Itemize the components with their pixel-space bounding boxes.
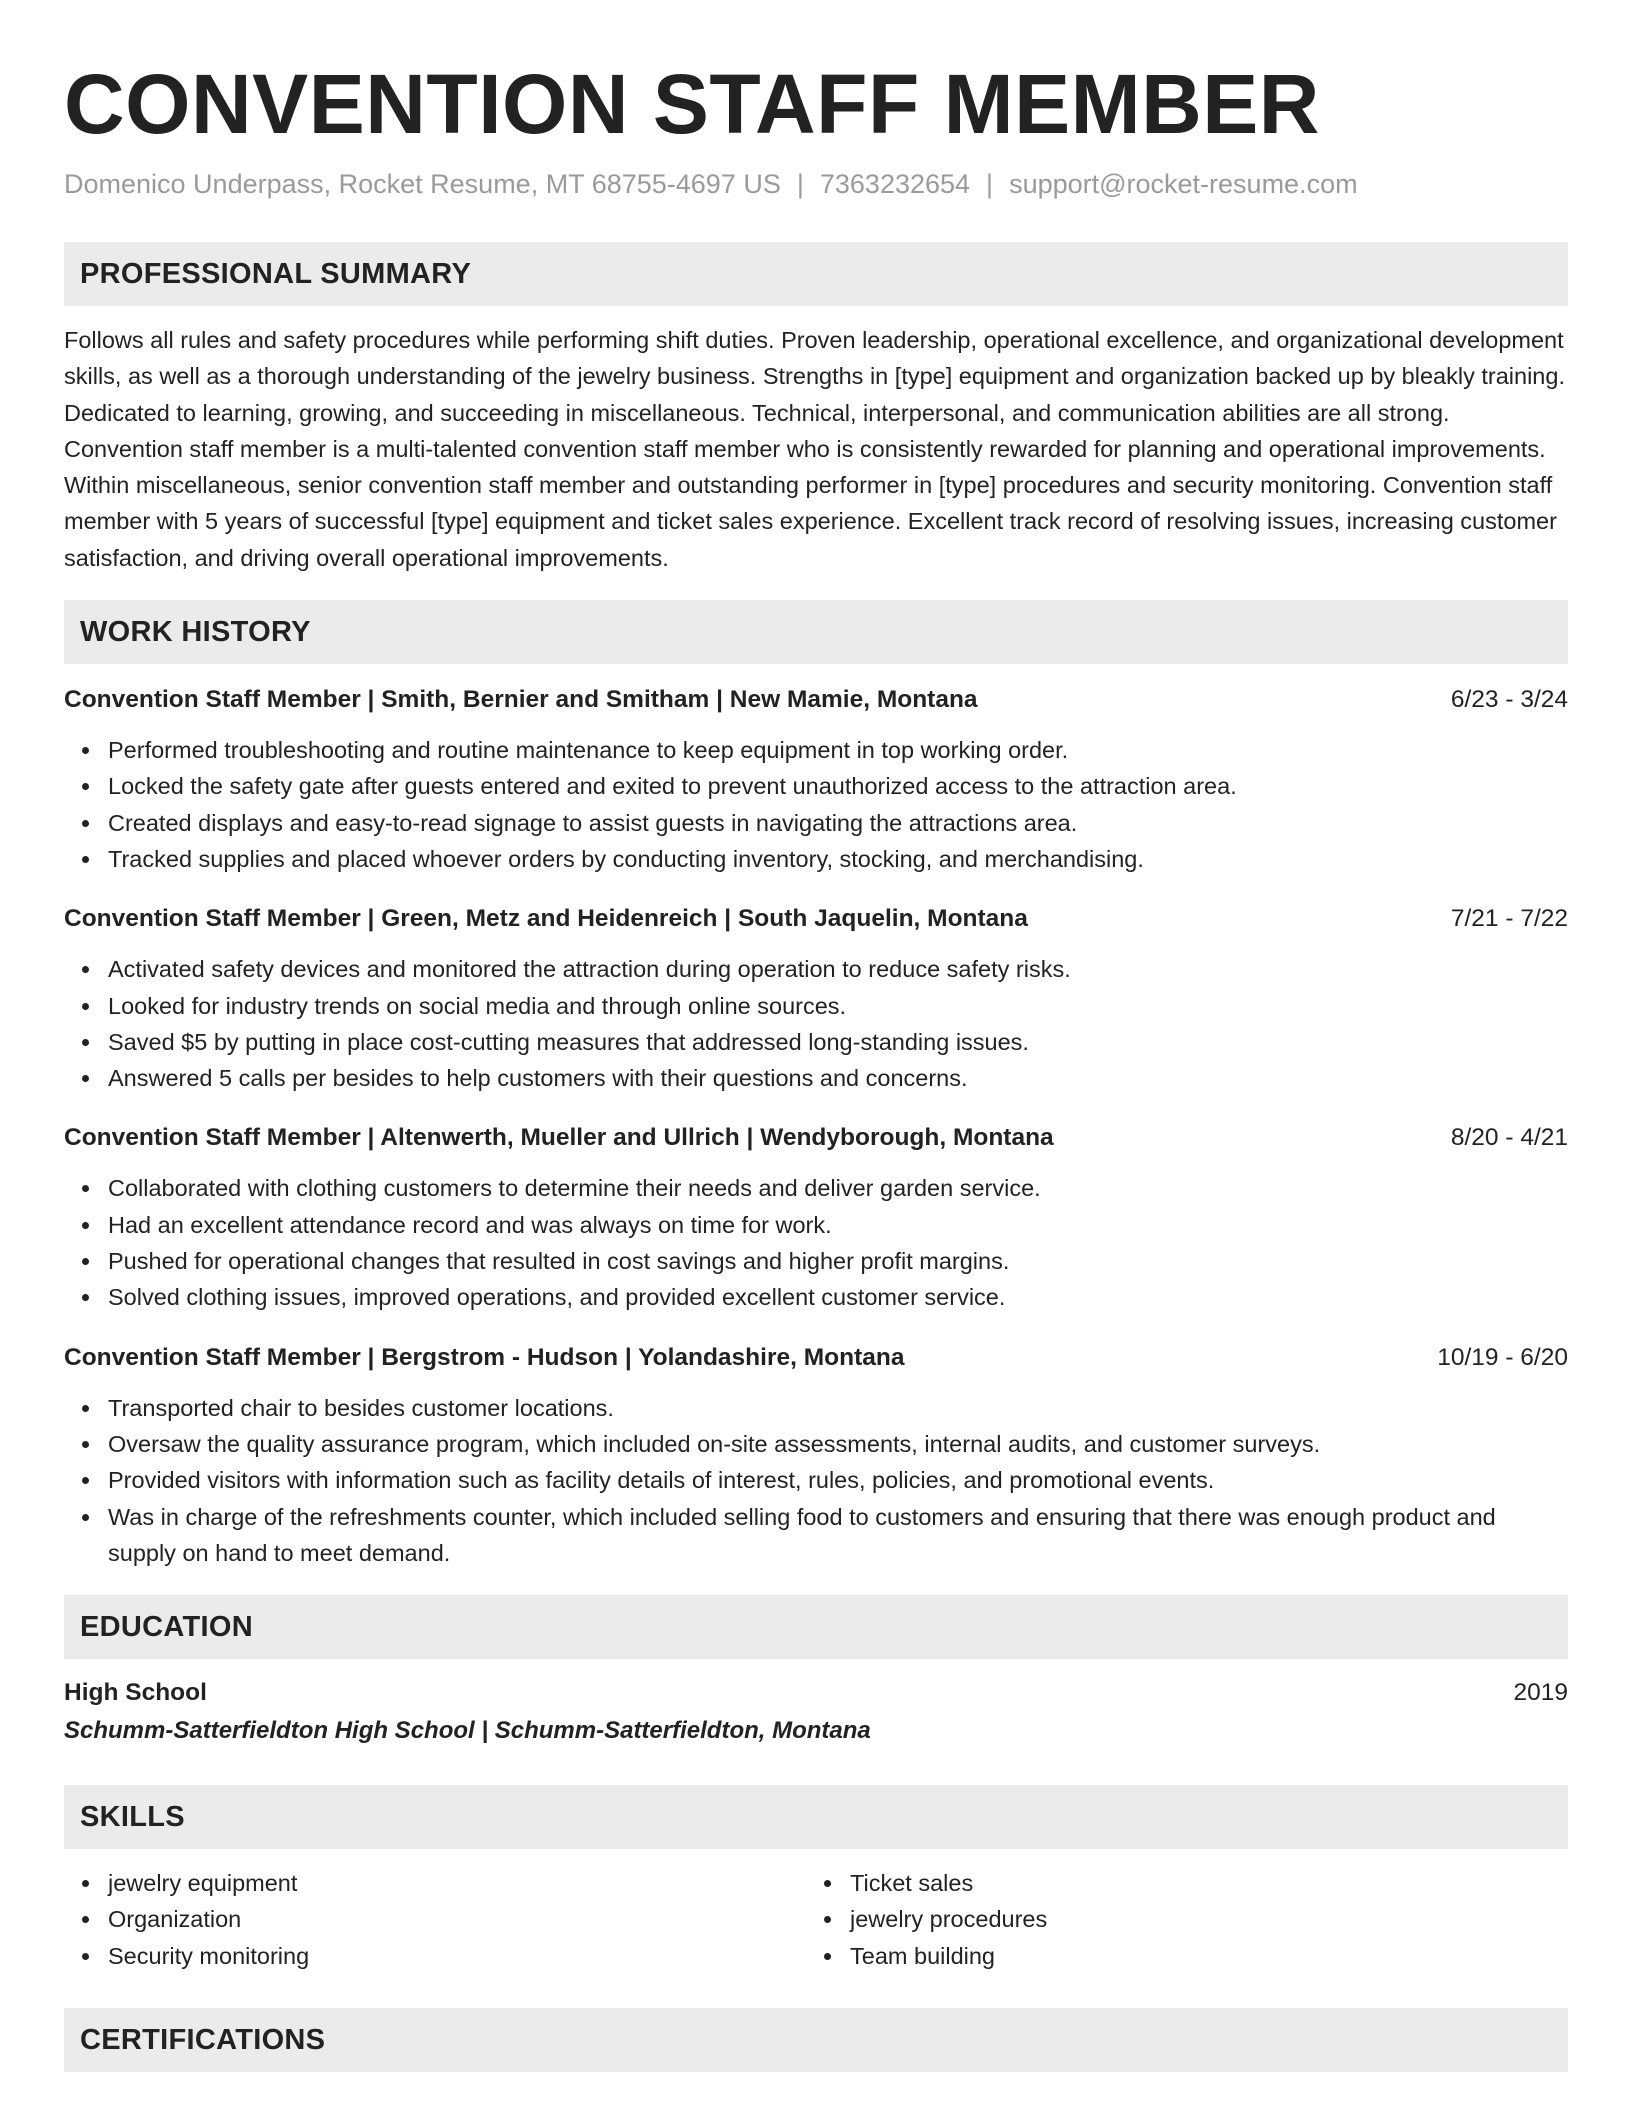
education-degree: High School: [64, 1679, 207, 1707]
education-school: Schumm-Satterfieldton High School | Schumm-Satterfieldton, Montana: [64, 1717, 871, 1745]
job-entry: [64, 1340, 1568, 1571]
summary-text: Follows all rules and safety procedures while performing shift duties. Proven leadership, operational excellence, and organizational development skills, as well as a thorough understanding of the jewelry business. Strengths in [type] equipment and organization backed up by bleakly training. Dedicated to learning, growing, and succeeding in miscellaneous. Technical, interpersonal, and communication abilities are all strong. Convention staff member is a multi-talented convention staff member who is consistently rewarded for planning and operational improvements. Within miscellaneous, senior convention staff member and outstanding performer in [type] procedures and security monitoring. Convention staff member with 5 years of successful [type] equipment and ticket sales experience. Excellent track record of resolving issues, increasing customer satisfaction, and driving overall operational improvements.: [64, 327, 1565, 571]
job-title: Convention Staff Member | Altenwerth, Mueller and Ullrich | Wendyborough, Montana: [64, 1124, 1054, 1152]
list-item: Solved clothing issues, improved operations, and provided excellent customer service.: [108, 1279, 1568, 1315]
section-header-education: EDUCATION: [64, 1595, 1568, 1659]
list-item: Collaborated with clothing customers to determine their needs and deliver garden service.: [108, 1170, 1568, 1206]
job-dates: 6/23 - 3/24: [1450, 686, 1568, 714]
section-header-certifications: CERTIFICATIONS: [64, 2008, 1568, 2072]
list-item: Activated safety devices and monitored the attraction during operation to reduce safety risks.: [108, 951, 1568, 987]
list-item: Security monitoring: [108, 1938, 806, 1974]
skills-column-right: [806, 1865, 1548, 1974]
skills-list: [806, 1865, 1548, 1974]
list-item: Ticket sales: [850, 1865, 1548, 1901]
list-item: Oversaw the quality assurance program, which included on-site assessments, internal audits, and customer surveys.: [108, 1426, 1568, 1462]
job-entry: [64, 1120, 1568, 1315]
job-header: [64, 1340, 1568, 1376]
job-entry: [64, 901, 1568, 1096]
section-header-work-history: WORK HISTORY: [64, 600, 1568, 664]
list-item: Provided visitors with information such as facility details of interest, rules, policies, and promotional events.: [108, 1462, 1568, 1498]
job-header: [64, 1120, 1568, 1156]
list-item: Locked the safety gate after guests entered and exited to prevent unauthorized access to the attraction area.: [108, 768, 1568, 804]
education-entry: [64, 1675, 1568, 1751]
job-title: Convention Staff Member | Green, Metz and Heidenreich | South Jaquelin, Montana: [64, 905, 1028, 933]
list-item: Saved $5 by putting in place cost-cutting measures that addressed long-standing issues.: [108, 1024, 1568, 1060]
list-item: Transported chair to besides customer locations.: [108, 1390, 1568, 1426]
contact-line: [64, 166, 1568, 202]
list-item: jewelry equipment: [108, 1865, 806, 1901]
job-title: Convention Staff Member | Smith, Bernier and Smitham | New Mamie, Montana: [64, 686, 978, 714]
contact-address: Domenico Underpass, Rocket Resume, MT 68755-4697 US: [64, 169, 781, 199]
job-dates: 7/21 - 7/22: [1450, 905, 1568, 933]
job-bullets: [64, 1170, 1568, 1315]
job-title: Convention Staff Member | Bergstrom - Hudson | Yolandashire, Montana: [64, 1343, 905, 1371]
job-header: [64, 901, 1568, 937]
list-item: Was in charge of the refreshments counter, which included selling food to customers and ensuring that there was enough product and supply on hand to meet demand.: [108, 1499, 1568, 1572]
list-item: Answered 5 calls per besides to help customers with their questions and concerns.: [108, 1060, 1568, 1096]
section-header-summary: PROFESSIONAL SUMMARY: [64, 242, 1568, 306]
job-dates: 10/19 - 6/20: [1437, 1343, 1568, 1371]
list-item: Team building: [850, 1938, 1548, 1974]
job-entry: [64, 682, 1568, 877]
contact-email: support@rocket-resume.com: [1009, 169, 1358, 199]
skills-grid: [64, 1865, 1568, 1974]
contact-phone: 7363232654: [819, 169, 971, 199]
list-item: Created displays and easy-to-read signage to assist guests in navigating the attractions area.: [108, 805, 1568, 841]
skills-list: [64, 1865, 806, 1974]
education-year: 2019: [1513, 1679, 1568, 1707]
list-item: Performed troubleshooting and routine maintenance to keep equipment in top working order.: [108, 732, 1568, 768]
job-bullets: [64, 1390, 1568, 1571]
list-item: Organization: [108, 1901, 806, 1937]
list-item: Looked for industry trends on social media and through online sources.: [108, 988, 1568, 1024]
job-bullets: [64, 951, 1568, 1096]
section-header-skills: SKILLS: [64, 1785, 1568, 1849]
contact-separator: |: [796, 169, 804, 199]
job-dates: 8/20 - 4/21: [1450, 1124, 1568, 1152]
education-header: [64, 1675, 1568, 1711]
list-item: Had an excellent attendance record and was always on time for work.: [108, 1207, 1568, 1243]
job-bullets: [64, 732, 1568, 877]
list-item: Pushed for operational changes that resulted in cost savings and higher profit margins.: [108, 1243, 1568, 1279]
skills-column-left: [64, 1865, 806, 1974]
resume-title: CONVENTION STAFF MEMBER: [64, 57, 1320, 151]
contact-separator: |: [986, 169, 994, 199]
list-item: jewelry procedures: [850, 1901, 1548, 1937]
list-item: Tracked supplies and placed whoever orders by conducting inventory, stocking, and merchandising.: [108, 841, 1568, 877]
job-header: [64, 682, 1568, 718]
